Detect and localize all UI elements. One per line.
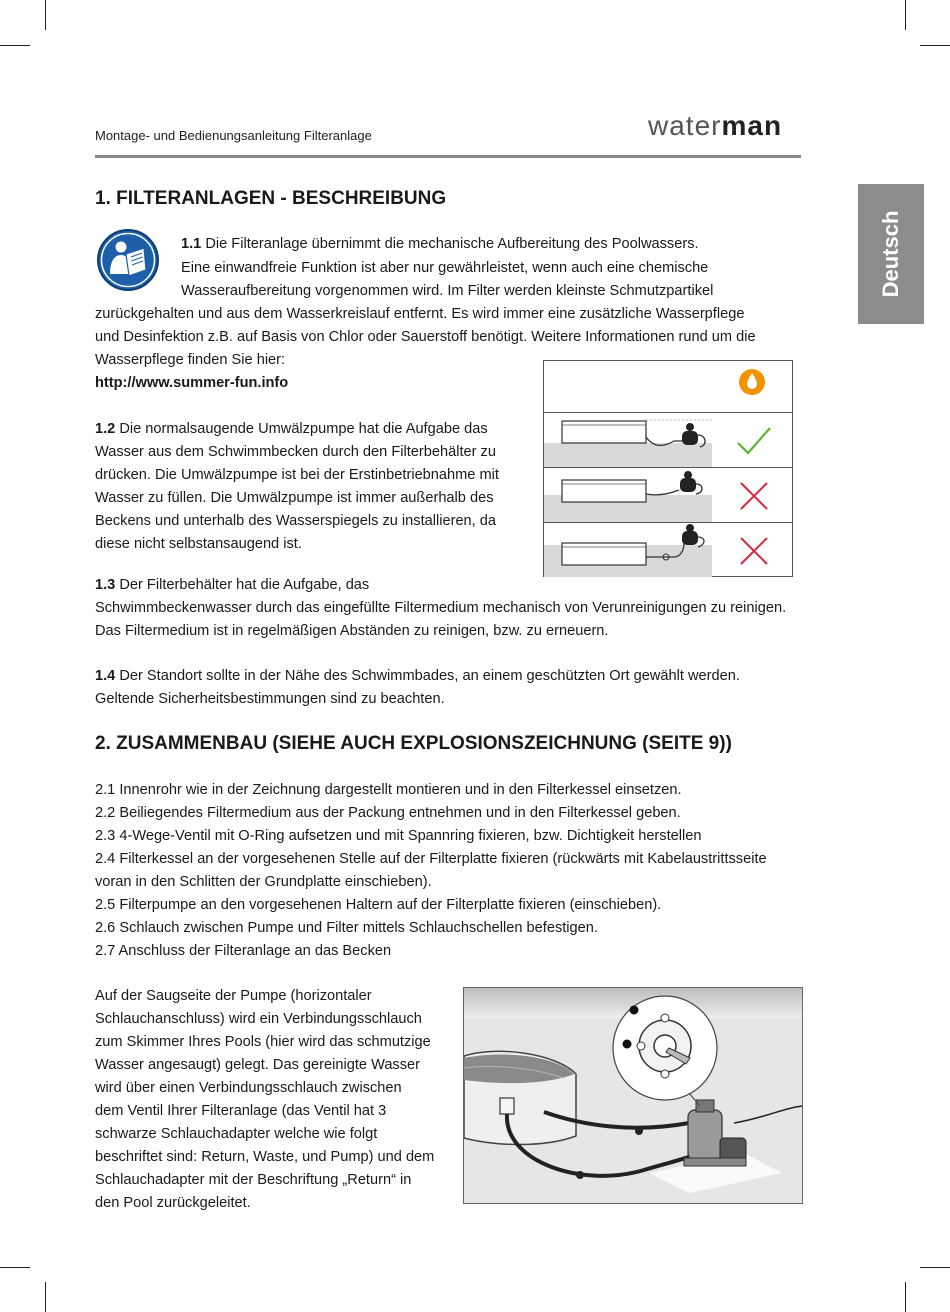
paragraph-1-3-line: Schwimmbeckenwasser durch das eingefüllte Filtermedium mechanisch von Verunreinigungen zu reinigen.	[95, 600, 787, 616]
connection-text-line: Auf der Saugseite der Pumpe (horizontaler	[95, 988, 372, 1004]
read-manual-icon	[96, 228, 160, 292]
paragraph-1-1-line: Eine einwandfreie Funktion ist aber nur gewährleistet, wenn auch eine chemische	[181, 260, 709, 276]
paragraph-1-4	[95, 665, 740, 688]
paragraph-1-4-number: 1.4	[95, 668, 116, 684]
paragraph-1-2-line: Wasser aus dem Schwimmbecken durch den Filterbehälter zu	[95, 444, 496, 460]
placement-row-correct	[544, 412, 792, 468]
assembly-step: 2.5 Filterpumpe an den vorgesehenen Haltern auf der Filterplatte fixieren (einschieben).	[95, 897, 662, 913]
brand-logo-light: water	[648, 110, 722, 141]
pump-placement-diagram	[543, 360, 793, 577]
paragraph-1-2-number: 1.2	[95, 421, 116, 437]
assembly-step: voran in den Schlitten der Grundplatte einschieben).	[95, 874, 432, 890]
crop-mark	[905, 0, 906, 30]
pump-above-water-illustration	[544, 523, 719, 577]
connection-text-line: Wasser angesaugt) gelegt. Das gereinigte Wasser	[95, 1057, 421, 1073]
brand-logo-bold: man	[721, 110, 783, 141]
assembly-step: 2.6 Schlauch zwischen Pumpe und Filter mittels Schlauchschellen befestigen.	[95, 920, 598, 936]
assembly-step: 2.1 Innenrohr wie in der Zeichnung dargestellt montieren und in den Filterkessel einsetzen.	[95, 782, 682, 798]
pump-at-water-level-illustration	[544, 468, 719, 523]
paragraph-1-1-line: zurückgehalten und aus dem Wasserkreislauf entfernt. Es wird immer eine zusätzliche Wasserpflege	[95, 306, 745, 322]
paragraph-1-1-number: 1.1	[181, 236, 202, 252]
paragraph-1-1-line: und Desinfektion z.B. auf Basis von Chlor oder Sauerstoff benötigt. Weitere Informationen rund um die	[95, 329, 756, 345]
paragraph-1-2-line: Beckens und unterhalb des Wasserspiegels zu installieren, da	[95, 513, 497, 529]
placement-row-wrong	[544, 522, 792, 577]
connection-text-line: Schlauchadapter mit der Beschriftung „Return“ in	[95, 1172, 412, 1188]
pool-connection-drawing	[464, 988, 802, 1203]
section-2-heading: 2. ZUSAMMENBAU (SIEHE AUCH EXPLOSIONSZEICHNUNG (SEITE 9))	[95, 733, 732, 754]
paragraph-1-1-line: Wasseraufbereitung vorgenommen wird. Im Filter werden kleinste Schmutzpartikel	[181, 283, 714, 299]
connection-text-line: den Pool zurückgeleitet.	[95, 1195, 251, 1211]
paragraph-1-1	[181, 233, 699, 256]
water-drop-icon	[738, 366, 766, 398]
connection-text-line: dem Ventil Ihrer Filteranlage (das Ventil hat 3	[95, 1103, 387, 1119]
paragraph-1-3-line: Das Filtermedium ist in regelmäßigen Abständen zu reinigen, bzw. zu erneuern.	[95, 623, 609, 639]
connection-text-line: zum Skimmer Ihres Pools (hier wird das schmutzige	[95, 1034, 431, 1050]
pool-connection-illustration	[463, 987, 803, 1204]
paragraph-1-2-line: Die normalsaugende Umwälzpumpe hat die Aufgabe das	[115, 421, 488, 437]
cross-icon	[738, 480, 770, 512]
paragraph-1-1-line: Wasserpflege finden Sie hier:	[95, 352, 286, 368]
assembly-step: 2.7 Anschluss der Filteranlage an das Becken	[95, 943, 392, 959]
crop-mark	[0, 1267, 30, 1268]
crop-mark	[0, 45, 30, 46]
connection-text-line: wird über einen Verbindungsschlauch zwischen	[95, 1080, 402, 1096]
crop-mark	[45, 1282, 46, 1312]
paragraph-1-2-line: Wasser zu füllen. Die Umwälzpumpe ist immer außerhalb des	[95, 490, 494, 506]
connection-text-line: schwarze Schlauchadapter welche wie folgt	[95, 1126, 378, 1142]
header-divider	[95, 155, 801, 158]
paragraph-1-2	[95, 418, 488, 441]
check-icon	[736, 425, 772, 457]
language-tab	[858, 184, 924, 324]
paragraph-1-2-line: drücken. Die Umwälzpumpe ist bei der Erstinbetriebnahme mit	[95, 467, 499, 483]
assembly-step: 2.2 Beiliegendes Filtermedium aus der Packung entnehmen und in den Filterkessel geben.	[95, 805, 681, 821]
crop-mark	[920, 1267, 950, 1268]
section-1-heading: 1. FILTERANLAGEN - BESCHREIBUNG	[95, 188, 447, 209]
paragraph-1-4-line: Geltende Sicherheitsbestimmungen sind zu beachten.	[95, 691, 445, 707]
assembly-step: 2.4 Filterkessel an der vorgesehenen Stelle auf der Filterplatte fixieren (rückwärts mit Kabelaustrittsseite	[95, 851, 767, 867]
crop-mark	[920, 45, 950, 46]
pump-below-water-illustration	[544, 413, 719, 468]
paragraph-1-3-number: 1.3	[95, 577, 116, 593]
paragraph-1-2-line: diese nicht selbstansaugend ist.	[95, 536, 302, 552]
paragraph-1-3	[95, 574, 369, 597]
connection-text-line: beschriftet sind: Return, Waste, und Pump) und dem	[95, 1149, 435, 1165]
assembly-step: 2.3 4-Wege-Ventil mit O-Ring aufsetzen und mit Spannring fixieren, bzw. Dichtigkeit herstellen	[95, 828, 702, 844]
placement-row-wrong	[544, 467, 792, 523]
connection-text-line: Schlauchanschluss) wird ein Verbindungsschlauch	[95, 1011, 422, 1027]
crop-mark	[45, 0, 46, 30]
language-tab-label: Deutsch	[878, 210, 903, 298]
paragraph-1-4-line: Der Standort sollte in der Nähe des Schwimmbades, an einem geschützten Ort gewählt werden.	[115, 668, 740, 684]
info-link[interactable]: http://www.summer-fun.info	[95, 375, 289, 391]
cross-icon	[738, 535, 770, 567]
paragraph-1-1-line: Die Filteranlage übernimmt die mechanische Aufbereitung des Poolwassers.	[201, 236, 699, 252]
brand-logo	[648, 110, 782, 142]
document-title: Montage- und Bedienungsanleitung Filteranlage	[95, 128, 372, 143]
crop-mark	[905, 1282, 906, 1312]
paragraph-1-3-line: Der Filterbehälter hat die Aufgabe, das	[115, 577, 370, 593]
